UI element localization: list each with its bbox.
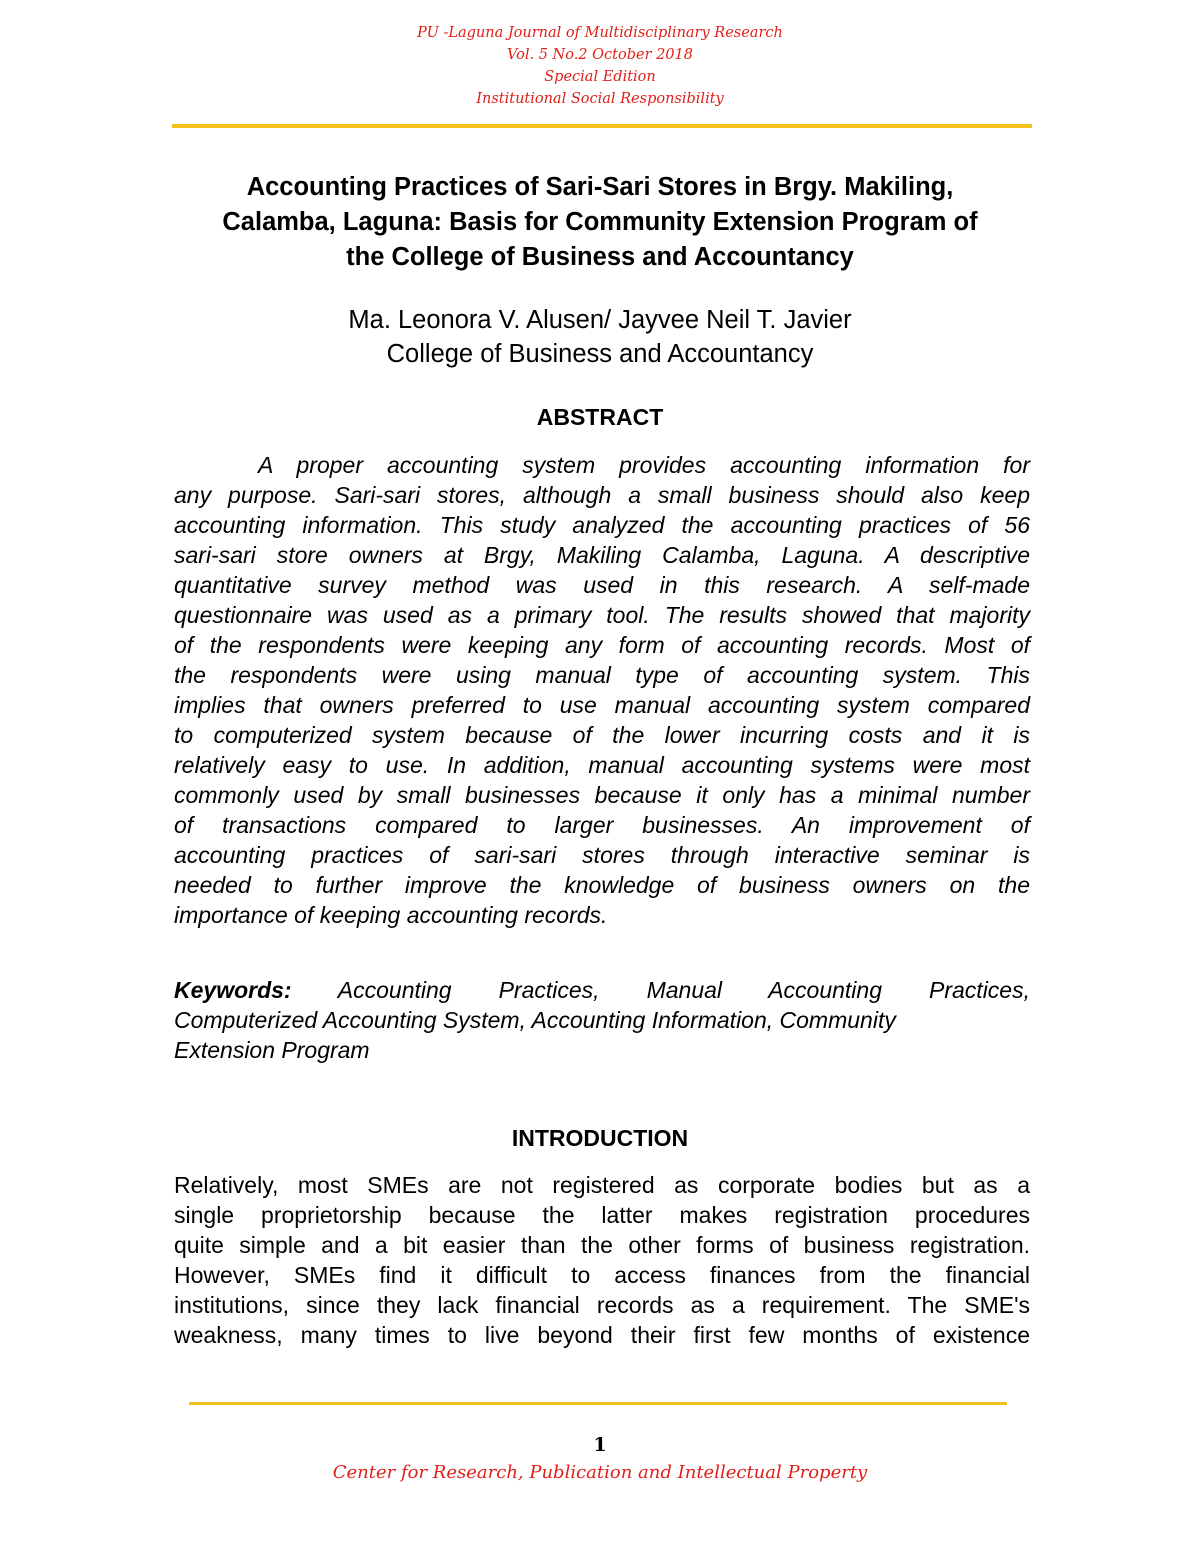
keywords-line: Extension Program [174, 1037, 370, 1063]
abstract-line: questionnaire was used as a primary tool. The results showed that majority [174, 602, 1030, 628]
introduction-line: Relatively, most SMEs are not registered as corporate bodies but as a [174, 1172, 1030, 1198]
header-divider [172, 124, 1032, 128]
abstract-line: importance of keeping accounting records. [174, 902, 608, 928]
introduction-line: However, SMEs find it difficult to access finances from the financial [174, 1262, 1030, 1288]
abstract-line: any purpose. Sari-sari stores, although a small business should also keep [174, 482, 1030, 508]
abstract-line: of the respondents were keeping any form of accounting records. Most of [174, 632, 1030, 658]
abstract-line: the respondents were using manual type of accounting system. This [174, 662, 1030, 688]
title-line: the College of Business and Accountancy [346, 243, 854, 271]
abstract-line: relatively easy to use. In addition, manual accounting systems were most [174, 752, 1030, 778]
keywords-block [174, 975, 1030, 1065]
title-line: Accounting Practices of Sari-Sari Stores in Brgy. Makiling, [246, 173, 954, 201]
footer-text: Center for Research, Publication and Intellectual Property [332, 1462, 868, 1483]
author-block [200, 303, 1000, 371]
author-affiliation: College of Business and Accountancy [386, 340, 814, 368]
journal-name: PU -Laguna Journal of Multidisciplinary Research [417, 25, 783, 41]
abstract-line: commonly used by small businesses because it only has a minimal number [174, 782, 1030, 808]
abstract-line: quantitative survey method was used in this research. A self-made [174, 572, 1030, 598]
keywords-label: Keywords: [174, 977, 292, 1003]
paper-title [160, 170, 1040, 275]
author-names: Ma. Leonora V. Alusen/ Jayvee Neil T. Javier [348, 306, 852, 334]
journal-edition: Special Edition [544, 69, 656, 85]
abstract-line: to computerized system because of the lower incurring costs and it is [174, 722, 1030, 748]
introduction-heading: INTRODUCTION [511, 1125, 689, 1151]
introduction-line: institutions, since they lack financial records as a requirement. The SME's [174, 1292, 1030, 1318]
abstract-body [174, 450, 1030, 930]
introduction-line: single proprietorship because the latter makes registration procedures [174, 1202, 1030, 1228]
introduction-line: weakness, many times to live beyond their first few months of existence [174, 1322, 1030, 1348]
journal-volume: Vol. 5 No.2 October 2018 [506, 47, 694, 63]
page-number: 1 [593, 1434, 607, 1456]
abstract-line: implies that owners preferred to use manual accounting system compared [174, 692, 1030, 718]
abstract-line: accounting information. This study analyzed the accounting practices of 56 [174, 512, 1030, 538]
introduction-body [174, 1170, 1030, 1350]
keywords-line: Computerized Accounting System, Accounting Information, Community [174, 1007, 896, 1033]
keywords-text: Accounting Practices, Manual Accounting Practices, [337, 977, 1030, 1003]
abstract-line: A proper accounting system provides accounting information for [258, 452, 1030, 478]
introduction-line: quite simple and a bit easier than the other forms of business registration. [174, 1232, 1030, 1258]
abstract-heading: ABSTRACT [536, 404, 664, 430]
keywords-line [174, 975, 1030, 1005]
title-line: Calamba, Laguna: Basis for Community Extension Program of [222, 208, 978, 236]
abstract-line: of transactions compared to larger businesses. An improvement of [174, 812, 1030, 838]
journal-header [0, 22, 1200, 110]
abstract-line: sari-sari store owners at Brgy, Makiling Calamba, Laguna. A descriptive [174, 542, 1030, 568]
footer-divider [189, 1402, 1007, 1405]
journal-theme: Institutional Social Responsibility [476, 91, 724, 107]
abstract-line: needed to further improve the knowledge of business owners on the [174, 872, 1030, 898]
abstract-line: accounting practices of sari-sari stores through interactive seminar is [174, 842, 1030, 868]
